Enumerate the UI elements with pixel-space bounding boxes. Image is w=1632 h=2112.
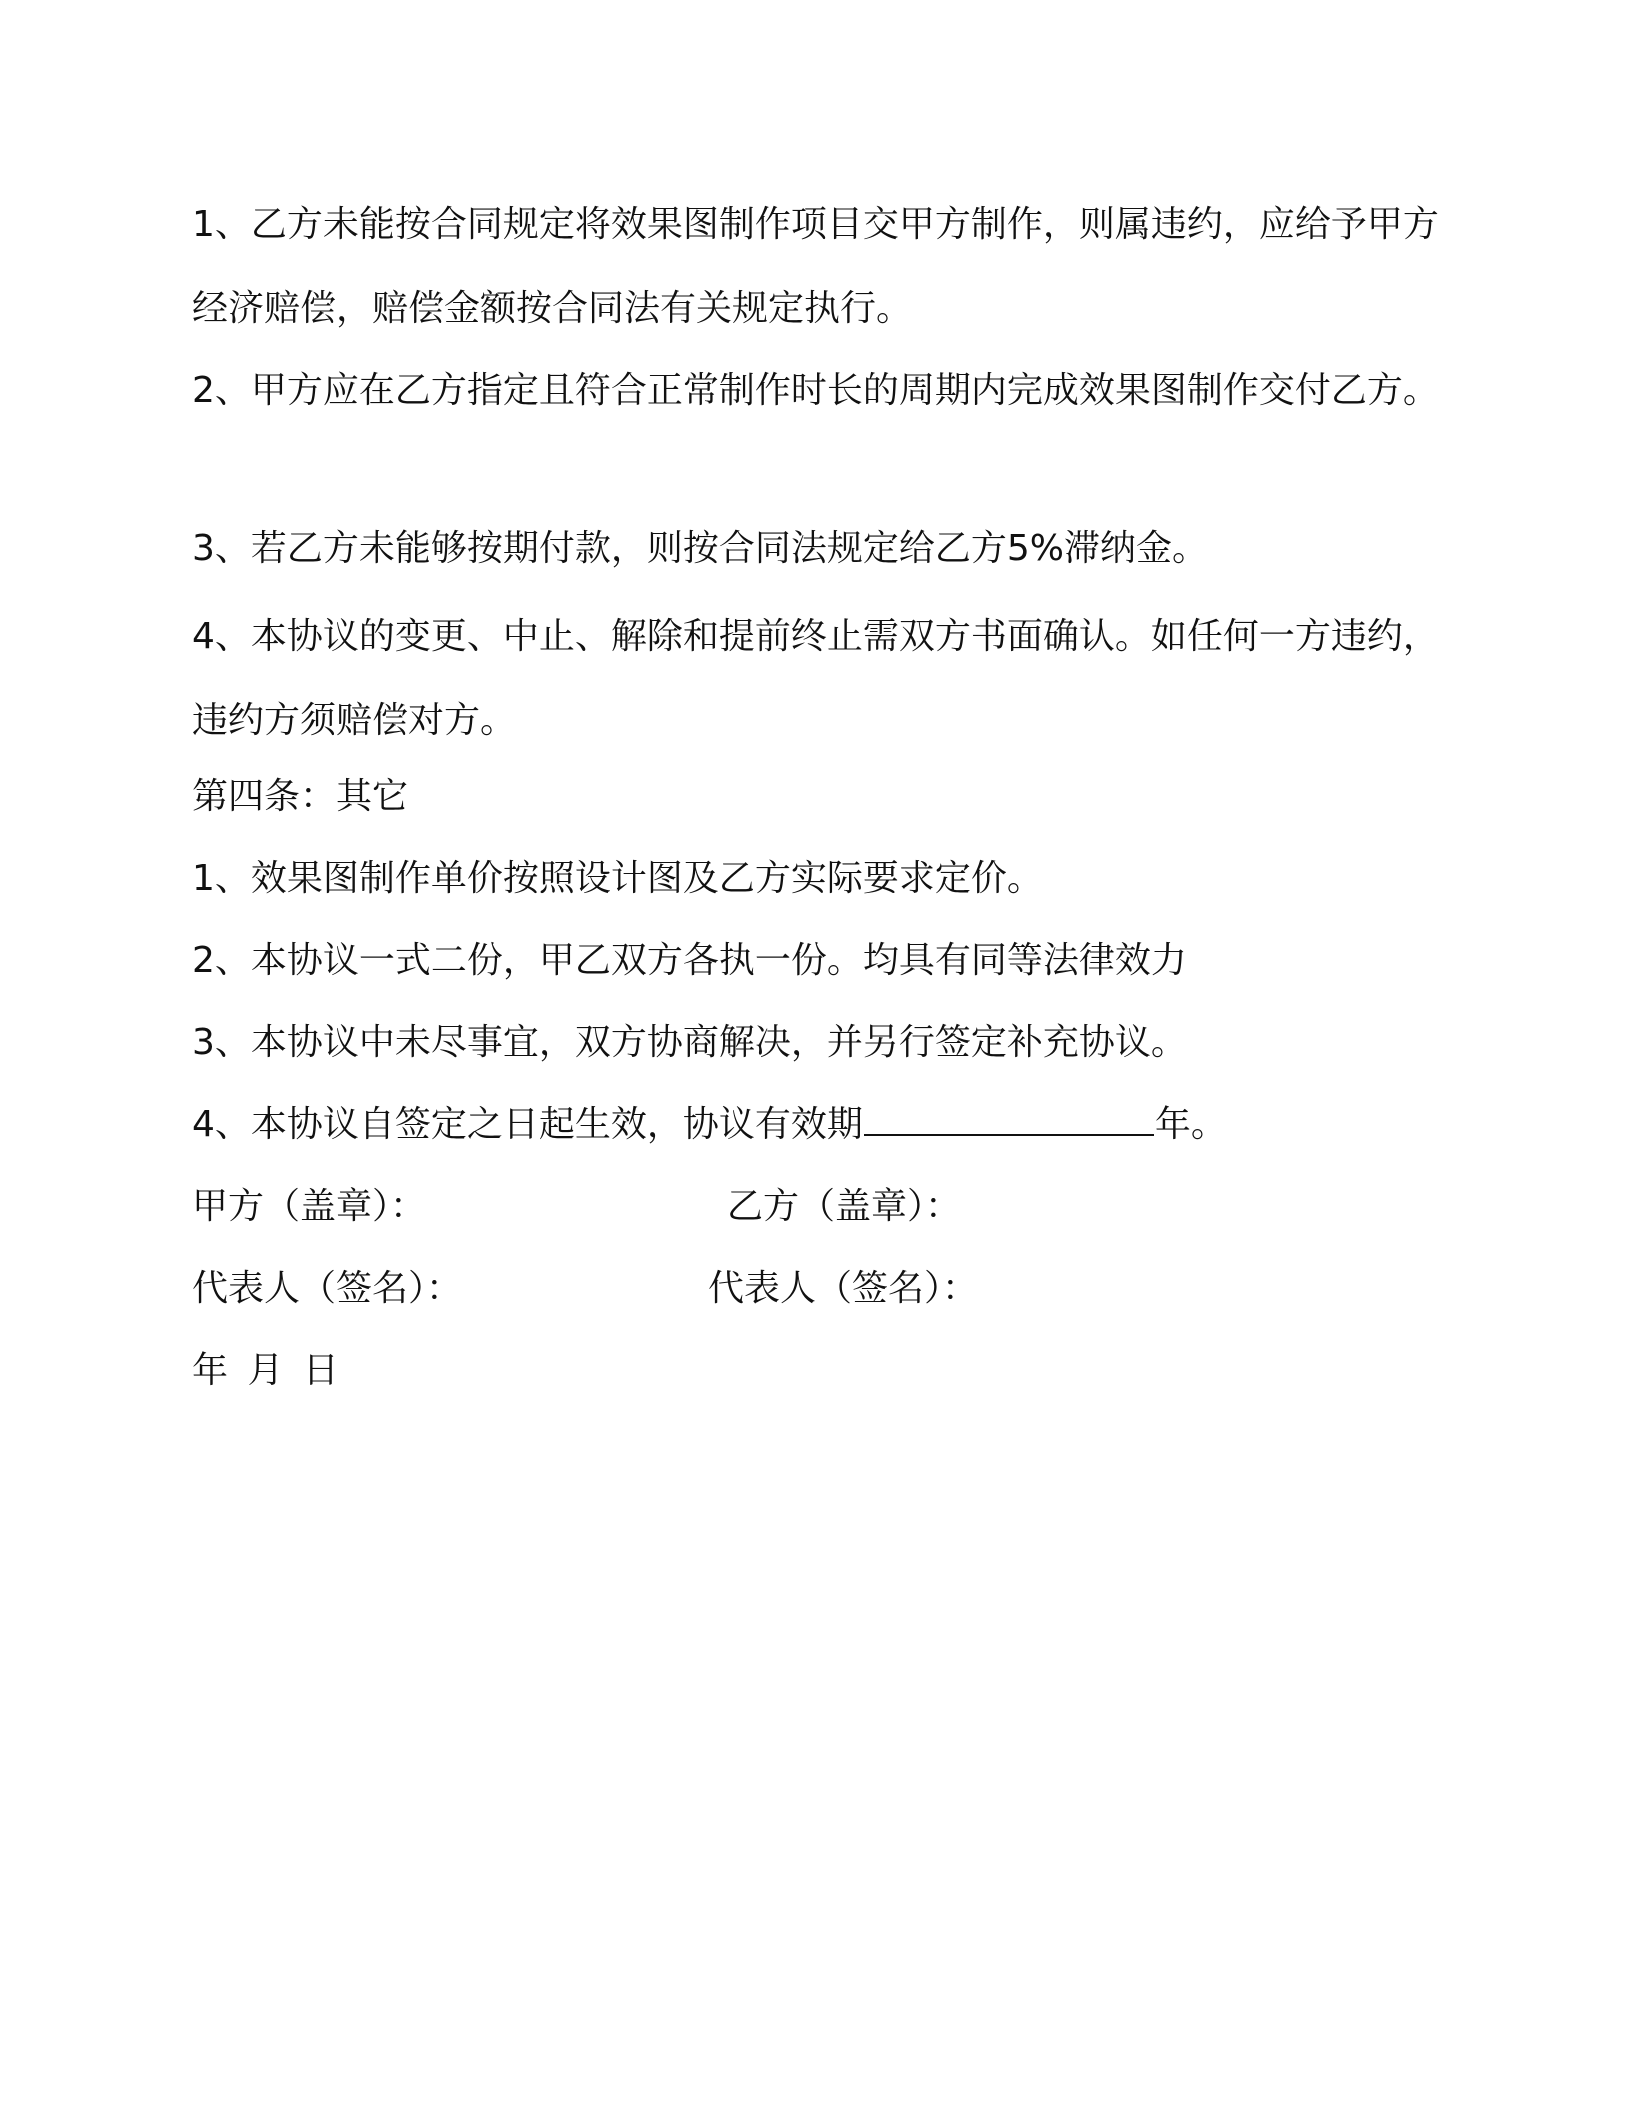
party-a-representative-label: 代表人（签名）：	[192, 1268, 463, 1309]
date-line: 年 月 日	[192, 1350, 339, 1391]
validity-blank-line	[864, 1104, 1154, 1136]
section-heading: 第四条：其它	[192, 776, 409, 817]
clause-paragraph: 4、本协议的变更、中止、解除和提前终止需双方书面确认。如任何一方违约，违约方须赔偿对方。	[192, 616, 1439, 741]
party-a-seal-label: 甲方（盖章）：	[192, 1186, 427, 1227]
clause-paragraph: 3、若乙方未能够按期付款，则按合同法规定给乙方5%滞纳金。	[192, 528, 1209, 569]
section-item: 1、效果图制作单价按照设计图及乙方实际要求定价。	[192, 858, 1043, 899]
clause-paragraph: 1、乙方未能按合同规定将效果图制作项目交甲方制作，则属违约，应给予甲方经济赔偿，赔偿金额按合同法有关规定执行。	[192, 204, 1439, 329]
clause-paragraph: 2、甲方应在乙方指定且符合正常制作时长的周期内完成效果图制作交付乙方。	[192, 370, 1439, 411]
party-b-seal-label: 乙方（盖章）：	[727, 1186, 962, 1227]
section-item: 3、本协议中未尽事宜，双方协商解决，并另行签定补充协议。	[192, 1022, 1187, 1063]
validity-prefix: 4、本协议自签定之日起生效，协议有效期	[192, 1104, 863, 1145]
validity-suffix: 年。	[1154, 1104, 1227, 1145]
party-b-representative-label: 代表人（签名）：	[708, 1268, 979, 1309]
section-item: 2、本协议一式二份，甲乙双方各执一份。均具有同等法律效力	[192, 940, 1187, 981]
section-item-validity	[192, 1103, 1227, 1147]
